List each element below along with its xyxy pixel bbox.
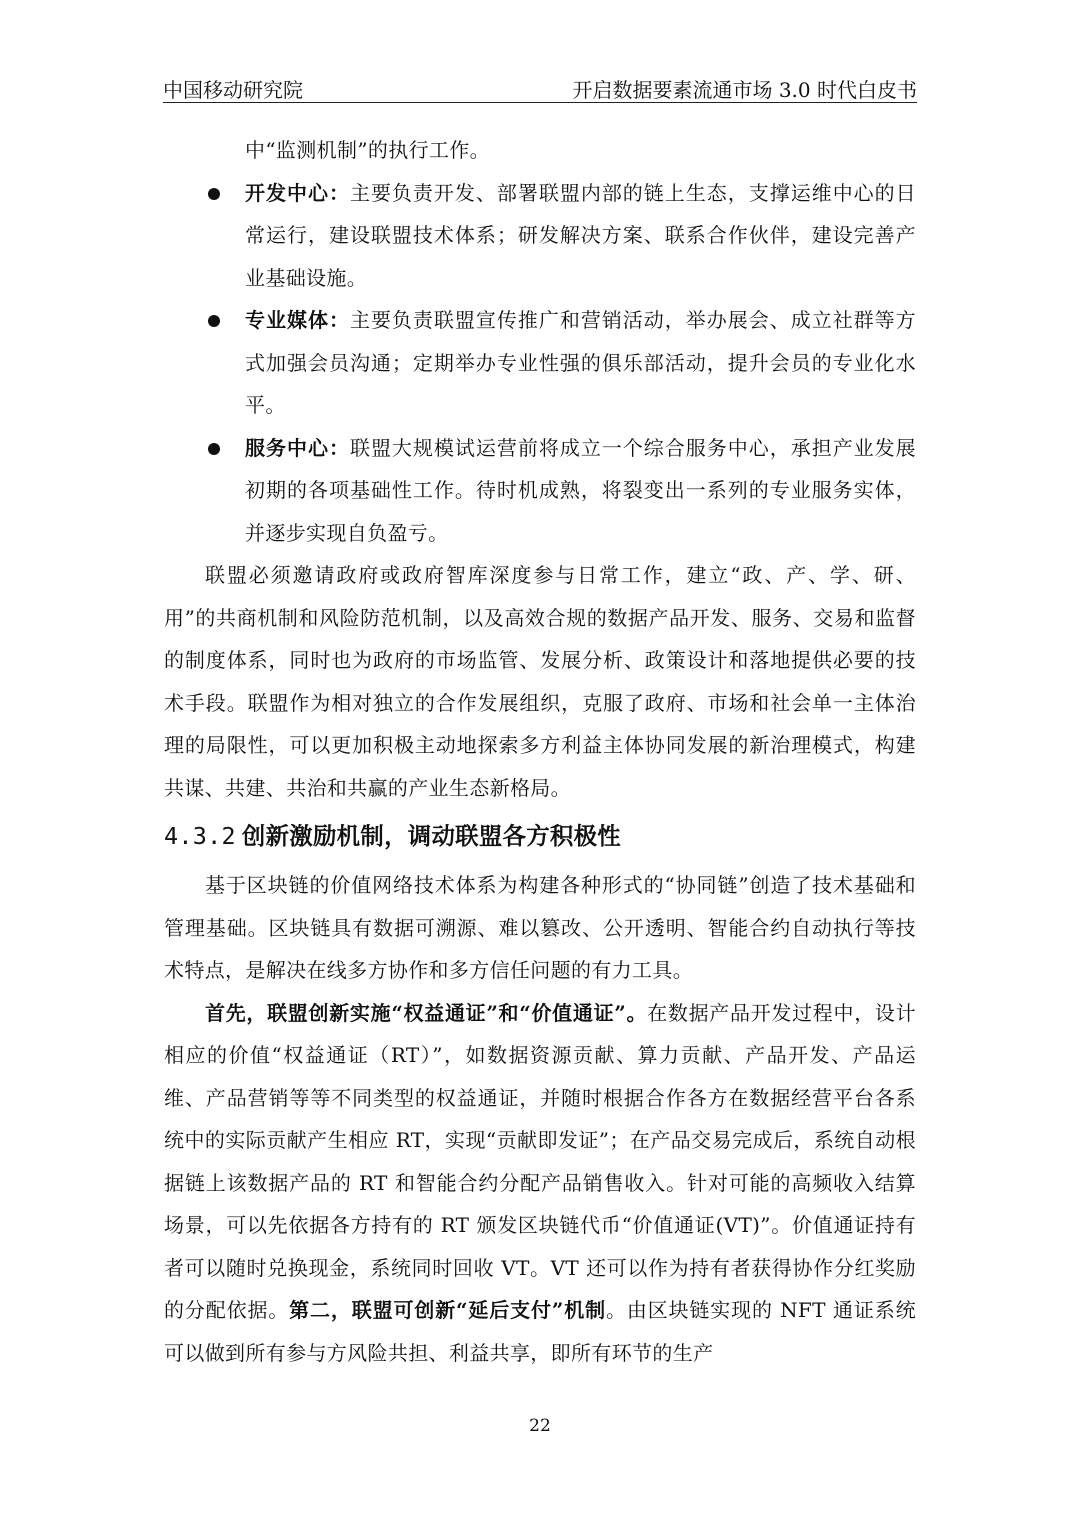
bullet-dot-icon — [208, 188, 220, 200]
incentive-second-bold: 第二，联盟可创新“延后支付”机制 — [289, 1298, 606, 1322]
page-number: 22 — [529, 1416, 551, 1436]
paragraph-governance: 联盟必须邀请政府或政府智库深度参与日常工作，建立“政、产、学、研、用”的共商机制和风险防范机制，以及高效合规的数据产品开发、服务、交易和监督的制度体系，同时也为政府的市场监管、发展分析、政策设计和落地提供必要的技术手段。联盟作为相对独立的合作发展组织，克服了政府、市场和社会单一主体治理的局限性，可以更加积极主动地探索多方利益主体协同发展的新治理模式，构建共谋、共建、共治和共赢的产业生态新格局。 — [164, 563, 916, 800]
bullet-text: 联盟大规模试运营前将成立一个综合服务中心，承担产业发展初期的各项基础性工作。待时机成熟，将裂变出一系列的专业服务实体，并逐步实现自负盈亏。 — [245, 435, 917, 545]
bullet-term: 服务中心： — [245, 435, 350, 460]
continuation-text: 中“监测机制”的执行工作。 — [245, 138, 490, 162]
page-body — [164, 129, 916, 1374]
section-heading — [164, 809, 916, 864]
incentive-text-1: 在数据产品开发过程中，设计相应的价值“权益通证（RT）”，如数据资源贡献、算力贡献、产品开发、产品运维、产品营销等等不同类型的权益通证，并随时根据合作各方在数据经营平台各系统中的实际贡献产生相应 RT，实现“贡献即发证”；在产品交易完成后，系统自动根据链上该数据产品的 RT 和智能合约分配产品销售收入。针对可能的高频收入结算场景，可以先依据各方持有的 RT 颁发区块链代币“价值通证(VT)”。价值通证持有者可以随时兑换现金，系统同时回收 VT。VT 还可以作为持有者获得协作分红奖励的分配依据。 — [164, 1000, 916, 1322]
section-number: 4.3.2 — [164, 822, 236, 850]
section-title: 创新激励机制，调动联盟各方积极性 — [241, 822, 621, 850]
incentive-text-2: 。由区块链实现的 NFT 通证系统可以做到所有参与方风险共担、利益共享，即所有环节的生产 — [164, 1298, 916, 1365]
header-organization: 中国移动研究院 — [163, 78, 303, 102]
bullet-item-media — [164, 299, 916, 427]
bullet-text: 主要负责联盟宣传推广和营销活动，举办展会、成立社群等方式加强会员沟通；定期举办专业性强的俱乐部活动，提升会员的专业化水平。 — [245, 308, 917, 417]
bullet-item-dev-center — [164, 172, 916, 300]
bullet-dot-icon — [208, 443, 220, 455]
bullet-dot-icon — [208, 315, 220, 327]
header-document-title: 开启数据要素流通市场 3.0 时代白皮书 — [572, 78, 917, 102]
header-rule — [163, 102, 917, 103]
paragraph-incentives — [164, 992, 916, 1375]
bullet-term: 专业媒体： — [245, 308, 350, 332]
paragraph-blockchain: 基于区块链的价值网络技术体系为构建各种形式的“协同链”创造了技术基础和管理基础。区块链具有数据可溯源、难以篡改、公开透明、智能合约自动执行等技术特点，是解决在线多方协作和多方信任问题的有力工具。 — [164, 873, 916, 982]
bullet-term: 开发中心： — [245, 180, 350, 205]
incentive-lead-bold: 首先，联盟创新实施“权益通证”和“价值通证”。 — [205, 1000, 648, 1025]
page-header — [163, 74, 917, 102]
bullet-text: 主要负责开发、部署联盟内部的链上生态，支撑运维中心的日常运行，建设联盟技术体系；研发解决方案、联系合作伙伴，建设完善产业基础设施。 — [245, 180, 917, 290]
bullet-item-service-center — [164, 427, 916, 555]
